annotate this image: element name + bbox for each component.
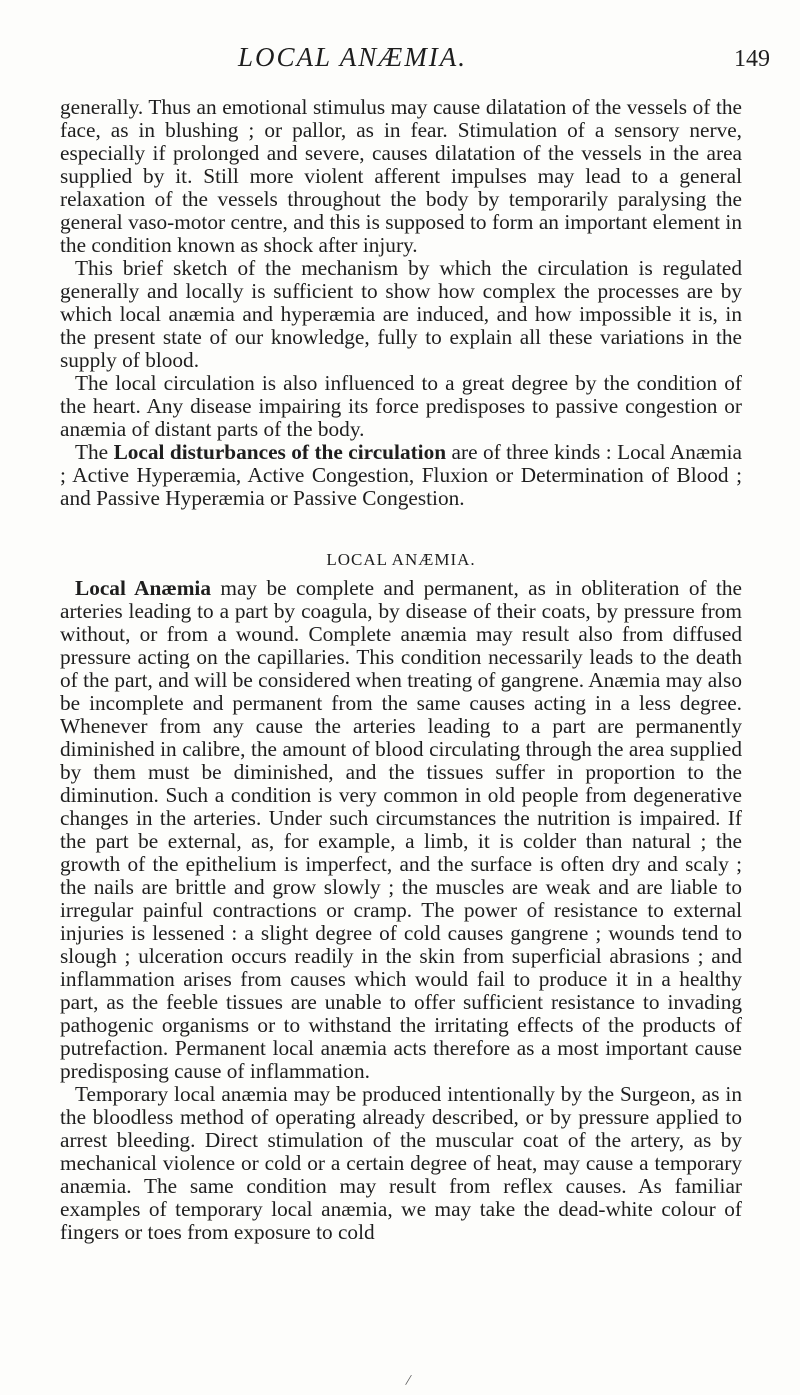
stray-mark: / <box>404 1371 413 1390</box>
section-heading: LOCAL ANÆMIA. <box>326 550 476 569</box>
section-paragraph-1 <box>60 577 742 1083</box>
key-term-local-disturbances: Local disturbances of the circulation <box>113 440 447 464</box>
running-title: LOCAL ANÆMIA. <box>238 42 468 72</box>
paragraph-1: generally. Thus an emotional stimulus may cause dilatation of the vessels of the face, as in blushing ; or pallor, as in fear. Stimulation of a sensory nerve, especially if prolonged and severe, causes dilatation of the vessels in the area supplied by it. Still more violent afferent impulses may lead to a general relaxation of the vessels throughout the body by temporarily paralysing the general vaso-motor centre, and this is supposed to form an important element in the condition known as shock after injury. <box>60 95 742 257</box>
paragraph-4 <box>60 441 742 510</box>
paragraph-4-rest: are of three kinds : Local Anæmia ; Active Hyperæmia, Active Congestion, Fluxion or Determination of Blood ; and Passive Hyperæmia or Passive Congestion. <box>60 440 743 510</box>
section-paragraph-1-rest: may be complete and permanent, as in obliteration of the arteries leading to a part by coagula, by disease of their coats, by pressure from without, or from a wound. Complete anæmia may result also from diffused pressure acting on the capillaries. This condition necessarily leads to the death of the part, and will be considered when treating of gangrene. Anæmia may also be incomplete and permanent from the same causes acting in a less degree. Whenever from any cause the arteries leading to a part are permanently diminished in calibre, the amount of blood circulating through the area supplied by them must be diminished, and the tissues suffer in proportion to the diminution. Such a condition is very common in old people from degenerative changes in the arteries. Under such circumstances the nutrition is impaired. If the part be external, as, for example, a limb, it is colder than natural ; the growth of the epithelium is imperfect, and the surface is often dry and scaly ; the nails are brittle and grow slowly ; the muscles are weak and are liable to irregular painful contractions or cramp. The power of resistance to external injuries is lessened : a slight degree of cold causes gangrene ; wounds tend to slough ; ulceration occurs readily in the skin from superficial abrasions ; and inflammation arises from causes which would fail to produce it in a healthy part, as the feeble tissues are unable to offer sufficient resistance to invading pathogenic organisms or to withstand the irritating effects of the products of putrefaction. Permanent local anæmia acts therefore as a most important cause predisposing cause of inflammation. <box>60 576 742 1083</box>
running-head <box>0 40 800 80</box>
page-number: 149 <box>734 46 770 72</box>
paragraph-3: The local circulation is also influenced to a great degree by the condition of the heart. Any disease impairing its force predisposes to passive congestion or anæmia of distant parts of the body. <box>60 371 742 441</box>
key-term-local-anaemia: Local Anæmia <box>75 576 212 600</box>
paragraph-4-lead: The <box>75 440 114 464</box>
paragraph-2: This brief sketch of the mechanism by which the circulation is regulated generally and locally is sufficient to show how complex the processes are by which local anæmia and hyperæmia are induced, and how impossible it is, in the present state of our knowledge, fully to explain all these variations in the supply of blood. <box>60 256 742 372</box>
section-paragraph-2: Temporary local anæmia may be produced intentionally by the Surgeon, as in the bloodless method of operating already described, or by pressure applied to arrest bleeding. Direct stimulation of the muscular coat of the artery, as by mechanical violence or cold or a certain degree of heat, may cause a temporary anæmia. The same condition may result from reflex causes. As familiar examples of temporary local anæmia, we may take the dead-white colour of fingers or toes from exposure to cold <box>60 1082 742 1244</box>
body-text <box>60 96 742 1244</box>
